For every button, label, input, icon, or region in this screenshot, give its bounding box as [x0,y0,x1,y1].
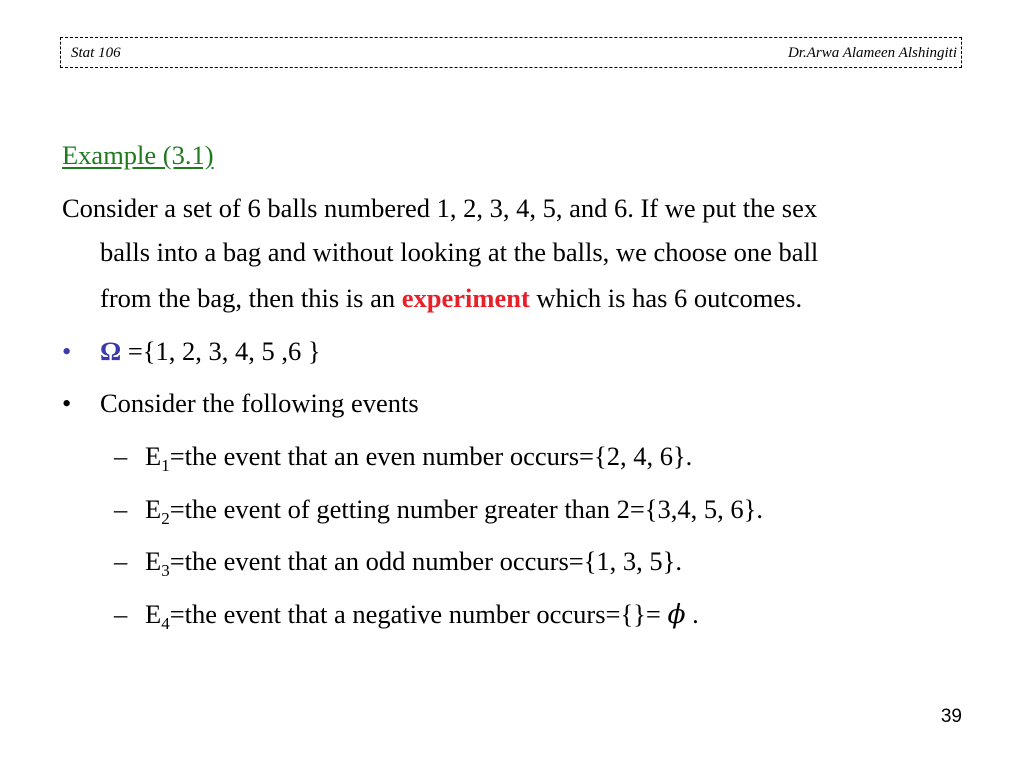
event-text: =the event that a negative number occurs={}= [169,599,668,629]
dash-icon: – [114,546,128,576]
event-item-4 [145,599,699,633]
dash-icon: – [114,599,128,629]
event-letter: E [145,441,162,471]
author-label: Dr.Arwa Alameen Alshingiti [787,45,957,61]
sample-space-line [100,336,321,366]
dash-icon: – [114,494,128,524]
slide-title: Example (3.1) [62,140,214,170]
page-number: 39 [940,706,962,727]
event-index: 2 [161,509,170,528]
sample-space-text: ={1, 2, 3, 4, 5 ,6 } [121,336,321,366]
event-text: =the event that an even number occurs={2, 4, 6}. [169,441,693,471]
header-box [60,37,962,68]
bullet-icon: • [62,336,72,366]
event-letter: E [145,546,162,576]
intro-line-3 [100,283,802,313]
experiment-highlight: experiment [401,283,530,313]
empty-set-symbol: ϕ [667,599,686,630]
event-letter: E [145,599,162,629]
event-index: 3 [161,561,170,580]
event-item-1 [145,441,692,475]
event-text: =the event of getting number greater than 2={3,4, 5, 6}. [169,494,763,524]
dash-icon: – [114,441,128,471]
intro-line-1: Consider a set of 6 balls numbered 1, 2, 3, 4, 5, and 6. If we put the sex [62,193,818,223]
event-item-2 [145,494,763,528]
course-label: Stat 106 [71,45,121,61]
event-index: 4 [161,614,170,633]
event-index: 1 [161,456,170,475]
events-intro: Consider the following events [100,388,419,418]
event-letter: E [145,494,162,524]
bullet-icon: • [62,388,72,418]
intro-line-2: balls into a bag and without looking at the balls, we choose one ball [100,237,819,267]
event-tail: . [685,599,699,629]
event-item-3 [145,546,682,580]
intro-line-3-before: from the bag, then this is an [100,283,402,313]
event-text: =the event that an odd number occurs={1, 3, 5}. [169,546,683,576]
intro-line-3-after: which is has 6 outcomes. [529,283,803,313]
omega-symbol: Ω [100,336,122,366]
